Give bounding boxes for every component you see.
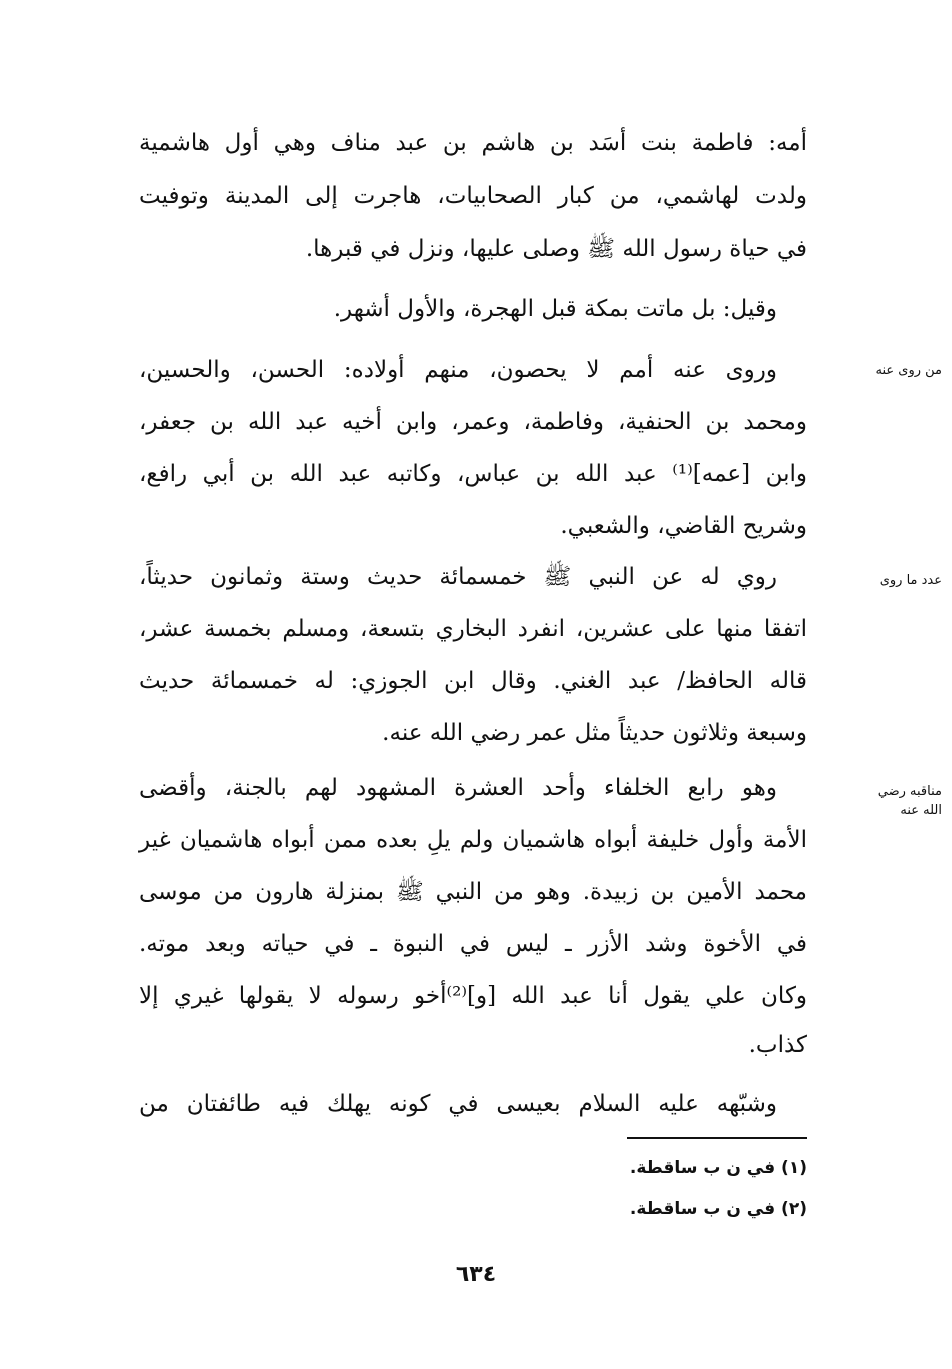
margin-note-narrators: من روى عنه bbox=[875, 363, 942, 378]
text-line-15: محمد الأمين بن زبيدة. وهو من النبي ﷺ بمنزلة هارون من موسى bbox=[139, 879, 807, 905]
text-line-16: في الأخوة وشد الأزر ـ ليس في النبوة ـ في حياته وبعد موته. bbox=[139, 931, 807, 957]
text-line-11: قاله الحافظ/ عبد الغني. وقال ابن الجوزي: له خمسمائة حديث bbox=[139, 668, 807, 694]
margin-note-virtues-line2: الله عنه bbox=[900, 803, 942, 818]
text-line-18: كذاب. bbox=[748, 1032, 807, 1058]
text-line-8: وشريح القاضي، والشعبي. bbox=[560, 513, 807, 539]
margin-note-virtues-line1: مناقبه رضي bbox=[877, 784, 942, 799]
text-line-7: وابن [عمه]⁽¹⁾ عبد الله بن عباس، وكاتبه عبد الله بن أبي رافع، bbox=[139, 461, 808, 487]
text-line-14: الأمة وأول خليفة أبواه هاشميان ولم يلِ بعده ممن أبواه هاشميان غير bbox=[139, 827, 807, 853]
text-line-9: روي له عن النبي ﷺ خمسمائة حديث وستة وثمانون حديثاً، bbox=[139, 564, 777, 590]
page-number: ٦٣٤ bbox=[455, 1262, 497, 1287]
text-line-2: ولدت لهاشمي، من كبار الصحابيات، هاجرت إلى المدينة وتوفيت bbox=[139, 183, 807, 209]
text-line-5: وروى عنه أمم لا يحصون، منهم أولاده: الحسن، والحسين، bbox=[139, 357, 777, 383]
text-line-13: وهو رابع الخلفاء وأحد العشرة المشهود لهم بالجنة، وأقضى bbox=[139, 775, 777, 801]
text-line-19: وشبّهه عليه السلام بعيسى في كونه يهلك فيه طائفتان من bbox=[139, 1091, 777, 1117]
text-line-12: وسبعة وثلاثون حديثاً مثل عمر رضي الله عنه. bbox=[382, 720, 807, 746]
margin-note-hadith-count: عدد ما روى bbox=[879, 573, 942, 588]
text-line-10: اتفقا منها على عشرين، انفرد البخاري بتسعة، ومسلم بخمسة عشر، bbox=[139, 616, 807, 642]
text-line-4: وقيل: بل ماتت بمكة قبل الهجرة، والأول أشهر. bbox=[333, 296, 777, 322]
text-line-6: ومحمد بن الحنفية، وفاطمة، وعمر، وابن أخيه عبد الله بن جعفر، bbox=[139, 409, 807, 435]
text-line-1: أمه: فاطمة بنت أسَد بن هاشم بن عبد مناف وهي أول هاشمية bbox=[139, 130, 807, 156]
text-line-17: وكان علي يقول أنا عبد الله [و]⁽²⁾أخو رسوله لا يقولها غيري إلا bbox=[139, 983, 807, 1009]
footnote-separator bbox=[627, 1137, 807, 1139]
footnote-2: (٢) في ن ب ساقطة. bbox=[629, 1199, 807, 1219]
text-line-3: في حياة رسول الله ﷺ وصلى عليها، ونزل في قبرها. bbox=[305, 236, 807, 262]
footnote-1: (١) في ن ب ساقطة. bbox=[629, 1158, 807, 1178]
